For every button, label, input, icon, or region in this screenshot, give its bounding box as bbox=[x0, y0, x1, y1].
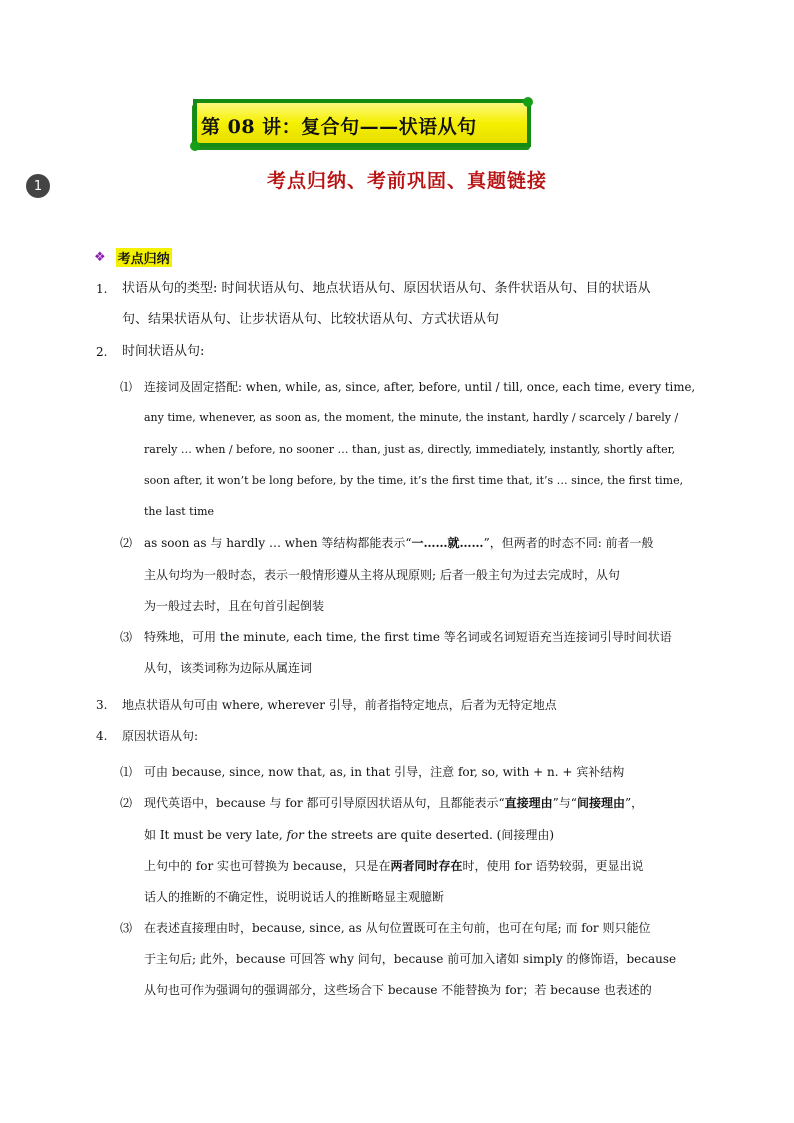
item-number: 4. bbox=[96, 729, 108, 743]
sub-item-text: 主从句均为一般时态，表示一般情形遵从主将从现原则; 后者一般主句为过去完成时，从句 bbox=[144, 568, 620, 582]
sub-item-text: 可由 because, since, now that, as, in that 引导，注意 for, so, with + n. + 宾补结构 bbox=[144, 765, 625, 779]
sub-item-text: 从句，该类词称为边际从属连词 bbox=[144, 661, 313, 675]
diamond-bullet-icon: ❖ bbox=[94, 250, 106, 265]
sub-item-text: 如 It must be very late, for the streets are quite deserted. (间接理由) bbox=[144, 828, 555, 842]
section-header bbox=[94, 248, 172, 267]
sub-item-text: 为一般过去时，且在句首引起倒装 bbox=[144, 599, 325, 613]
sub-item-text: any time, whenever, as soon as, the moment, the minute, the instant, hardly / scarcely / barely / bbox=[144, 411, 679, 424]
item-text: 时间状语从句: bbox=[122, 344, 205, 359]
sub-item-number: ⑶ bbox=[120, 921, 133, 935]
item-text: 地点状语从句可由 where, wherever 引导，前者指特定地点，后者为无特定地点 bbox=[122, 698, 557, 712]
sub-item-number: ⑵ bbox=[120, 536, 133, 550]
sub-item-number: ⑴ bbox=[120, 380, 133, 394]
item-text: 状语从句的类型: 时间状语从句、地点状语从句、原因状语从句、条件状语从句、目的状语从 bbox=[122, 281, 651, 296]
sub-item-text: 在表述直接理由时，because, since, as 从句位置既可在主句前，也可在句尾; 而 for 则只能位 bbox=[144, 921, 651, 935]
page-title: 第 08 讲：复合句——状语从句 bbox=[201, 116, 477, 138]
sub-item-text: 从句也可作为强调句的强调部分，这些场合下 because 不能替换为 for；若 because 也表述的 bbox=[144, 983, 652, 997]
item-text: 句、结果状语从句、让步状语从句、比较状语从句、方式状语从句 bbox=[122, 312, 500, 327]
item-number: 1. bbox=[96, 282, 108, 296]
sub-item-number: ⑴ bbox=[120, 765, 133, 779]
sub-item-text: 话人的推断的不确定性，说明说话人的推断略显主观臆断 bbox=[144, 890, 445, 904]
sub-item-text: soon after, it won’t be long before, by the time, it’s the first time that, it’s … since, the first time, bbox=[144, 474, 684, 487]
sub-item-text: 特殊地，可用 the minute, each time, the first time 等名词或名词短语充当连接词引导时间状语 bbox=[144, 630, 672, 644]
sub-item-text: 于主句后; 此外，because 可回答 why 问句，because 前可加入诸如 simply 的修饰语，because bbox=[144, 952, 677, 966]
page-subtitle: 考点归纳、考前巩固、真题链接 bbox=[266, 170, 547, 192]
sub-item-number: ⑶ bbox=[120, 630, 133, 644]
sub-item-number: ⑵ bbox=[120, 796, 133, 810]
sub-item-text: as soon as 与 hardly … when 等结构都能表示“一……就……”，但两者的时态不同: 前者一般 bbox=[144, 536, 654, 550]
item-number: 3. bbox=[96, 698, 108, 712]
sub-item-text: the last time bbox=[144, 505, 215, 518]
sub-item-text: 上句中的 for 实也可替换为 because，只是在两者同时存在时，使用 for 语势较弱，更显出说 bbox=[144, 859, 644, 873]
section-label: 考点归纳 bbox=[116, 248, 172, 267]
page-number-badge: 1 bbox=[26, 174, 50, 198]
item-text: 原因状语从句: bbox=[122, 729, 199, 743]
sub-item-text: 现代英语中，because 与 for 都可引导原因状语从句，且都能表示“直接理由”与“间接理由”， bbox=[144, 796, 644, 810]
sub-item-text: 连接词及固定搭配: when, while, as, since, after, before, until / till, once, each time, every time, bbox=[144, 380, 696, 394]
item-number: 2. bbox=[96, 345, 108, 359]
sub-item-text: rarely … when / before, no sooner … than, just as, directly, immediately, instantly, shortly after, bbox=[144, 443, 676, 456]
